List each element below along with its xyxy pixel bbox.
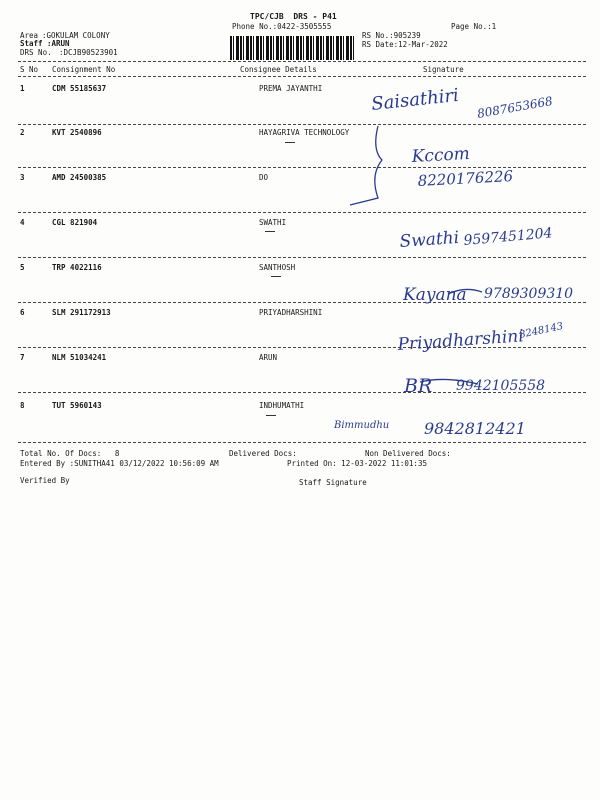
staff-label: Staff — [20, 39, 43, 48]
row-consignee: INDHUMATHI — [259, 401, 305, 410]
handwritten-name: Kccom — [411, 143, 471, 167]
non-delivered-docs: Non Delivered Docs: — [365, 449, 451, 458]
handwritten-phone: 9597451204 — [462, 225, 554, 249]
row-consignee: PRIYADHARSHINI — [259, 308, 323, 317]
column-header-consignee: Consignee Details — [240, 65, 317, 74]
row-consignee: PREMA JAYANTHI — [259, 84, 323, 93]
tick-mark — [265, 231, 275, 237]
divider — [18, 61, 586, 62]
row-consignment: SLM 291172913 — [52, 308, 111, 317]
row-sno: 8 — [20, 401, 25, 410]
row-consignment: AMD 24500385 — [52, 173, 107, 182]
row-sno: 1 — [20, 84, 25, 93]
row-consignment: TUT 5960143 — [52, 401, 102, 410]
row-sno: 5 — [20, 263, 25, 272]
row-consignee: DO — [259, 173, 269, 182]
handwritten-phone: 8087653668 — [476, 93, 554, 121]
tick-mark — [271, 276, 281, 282]
handwritten-name: Swathi — [398, 227, 460, 252]
divider — [18, 124, 586, 125]
column-header-consignment: Consignment No — [52, 65, 116, 74]
row-consignee: SANTHOSH — [259, 263, 296, 272]
column-header-signature: Signature — [423, 65, 464, 74]
row-sno: 4 — [20, 218, 25, 227]
tick-mark — [285, 142, 295, 148]
divider — [18, 392, 586, 393]
entered-by: Entered By :SUNITHA41 03/12/2022 10:56:09 AM — [20, 459, 219, 468]
row-consignee: HAYAGRIVA TECHNOLOGY — [259, 128, 350, 137]
strike-mark — [420, 379, 478, 384]
rs-number: RS No.:905239 — [362, 31, 421, 40]
staff-signature: Staff Signature — [299, 478, 367, 487]
row-consignment: CDM 55185637 — [52, 84, 107, 93]
row-consignee: ARUN — [259, 353, 278, 362]
strike-mark — [448, 289, 482, 294]
row-consignment: TRP 4022116 — [52, 263, 102, 272]
phone-number: Phone No.:0422-3505555 — [232, 22, 332, 31]
handwritten-phone: 8248143 — [518, 320, 565, 341]
divider — [18, 76, 586, 77]
divider — [18, 442, 586, 443]
page-number: Page No.:1 — [451, 22, 497, 31]
row-consignment: CGL 821904 — [52, 218, 98, 227]
handwritten-phone: 8220176226 — [417, 167, 514, 190]
staff-value: :ARUN — [47, 39, 70, 48]
delivered-docs: Delivered Docs: — [229, 449, 297, 458]
tick-mark — [266, 415, 276, 421]
row-sno: 3 — [20, 173, 25, 182]
divider — [18, 212, 586, 213]
row-consignment: KVT 2540896 — [52, 128, 102, 137]
area-label: Area — [20, 31, 39, 40]
divider — [18, 347, 586, 348]
verified-by: Verified By — [20, 476, 70, 485]
column-header-sno: S No — [20, 65, 39, 74]
barcode — [230, 36, 354, 60]
area-value: :GOKULAM COLONY — [42, 31, 110, 40]
printed-on: Printed On: 12-03-2022 11:01:35 — [287, 459, 427, 468]
handwritten-name: Kayana — [403, 285, 467, 305]
divider — [18, 167, 586, 168]
drs-label: DRS No. — [20, 48, 52, 57]
document-title: TPC/CJB DRS - P41 — [250, 12, 337, 21]
drs-value: :DCJB90523901 — [59, 48, 118, 57]
row-consignment: NLM 51034241 — [52, 353, 107, 362]
handwritten-phone: 9942105558 — [456, 378, 546, 394]
row-sno: 6 — [20, 308, 25, 317]
handwritten-phone: 9842812421 — [424, 419, 526, 438]
handwritten-name: Priyadharshini — [396, 326, 525, 355]
row-consignee: SWATHI — [259, 218, 287, 227]
handwritten-name: Saisathiri — [370, 84, 460, 115]
row-sno: 2 — [20, 128, 25, 137]
divider — [18, 302, 586, 303]
handwritten-name: Bimmudhu — [334, 420, 390, 431]
row-sno: 7 — [20, 353, 25, 362]
rs-date: RS Date:12-Mar-2022 — [362, 40, 448, 49]
brace-mark — [350, 126, 382, 205]
handwritten-name: BR — [404, 375, 433, 397]
total-docs: Total No. Of Docs: 8 — [20, 449, 120, 458]
divider — [18, 257, 586, 258]
handwritten-phone: 9789309310 — [484, 286, 574, 302]
